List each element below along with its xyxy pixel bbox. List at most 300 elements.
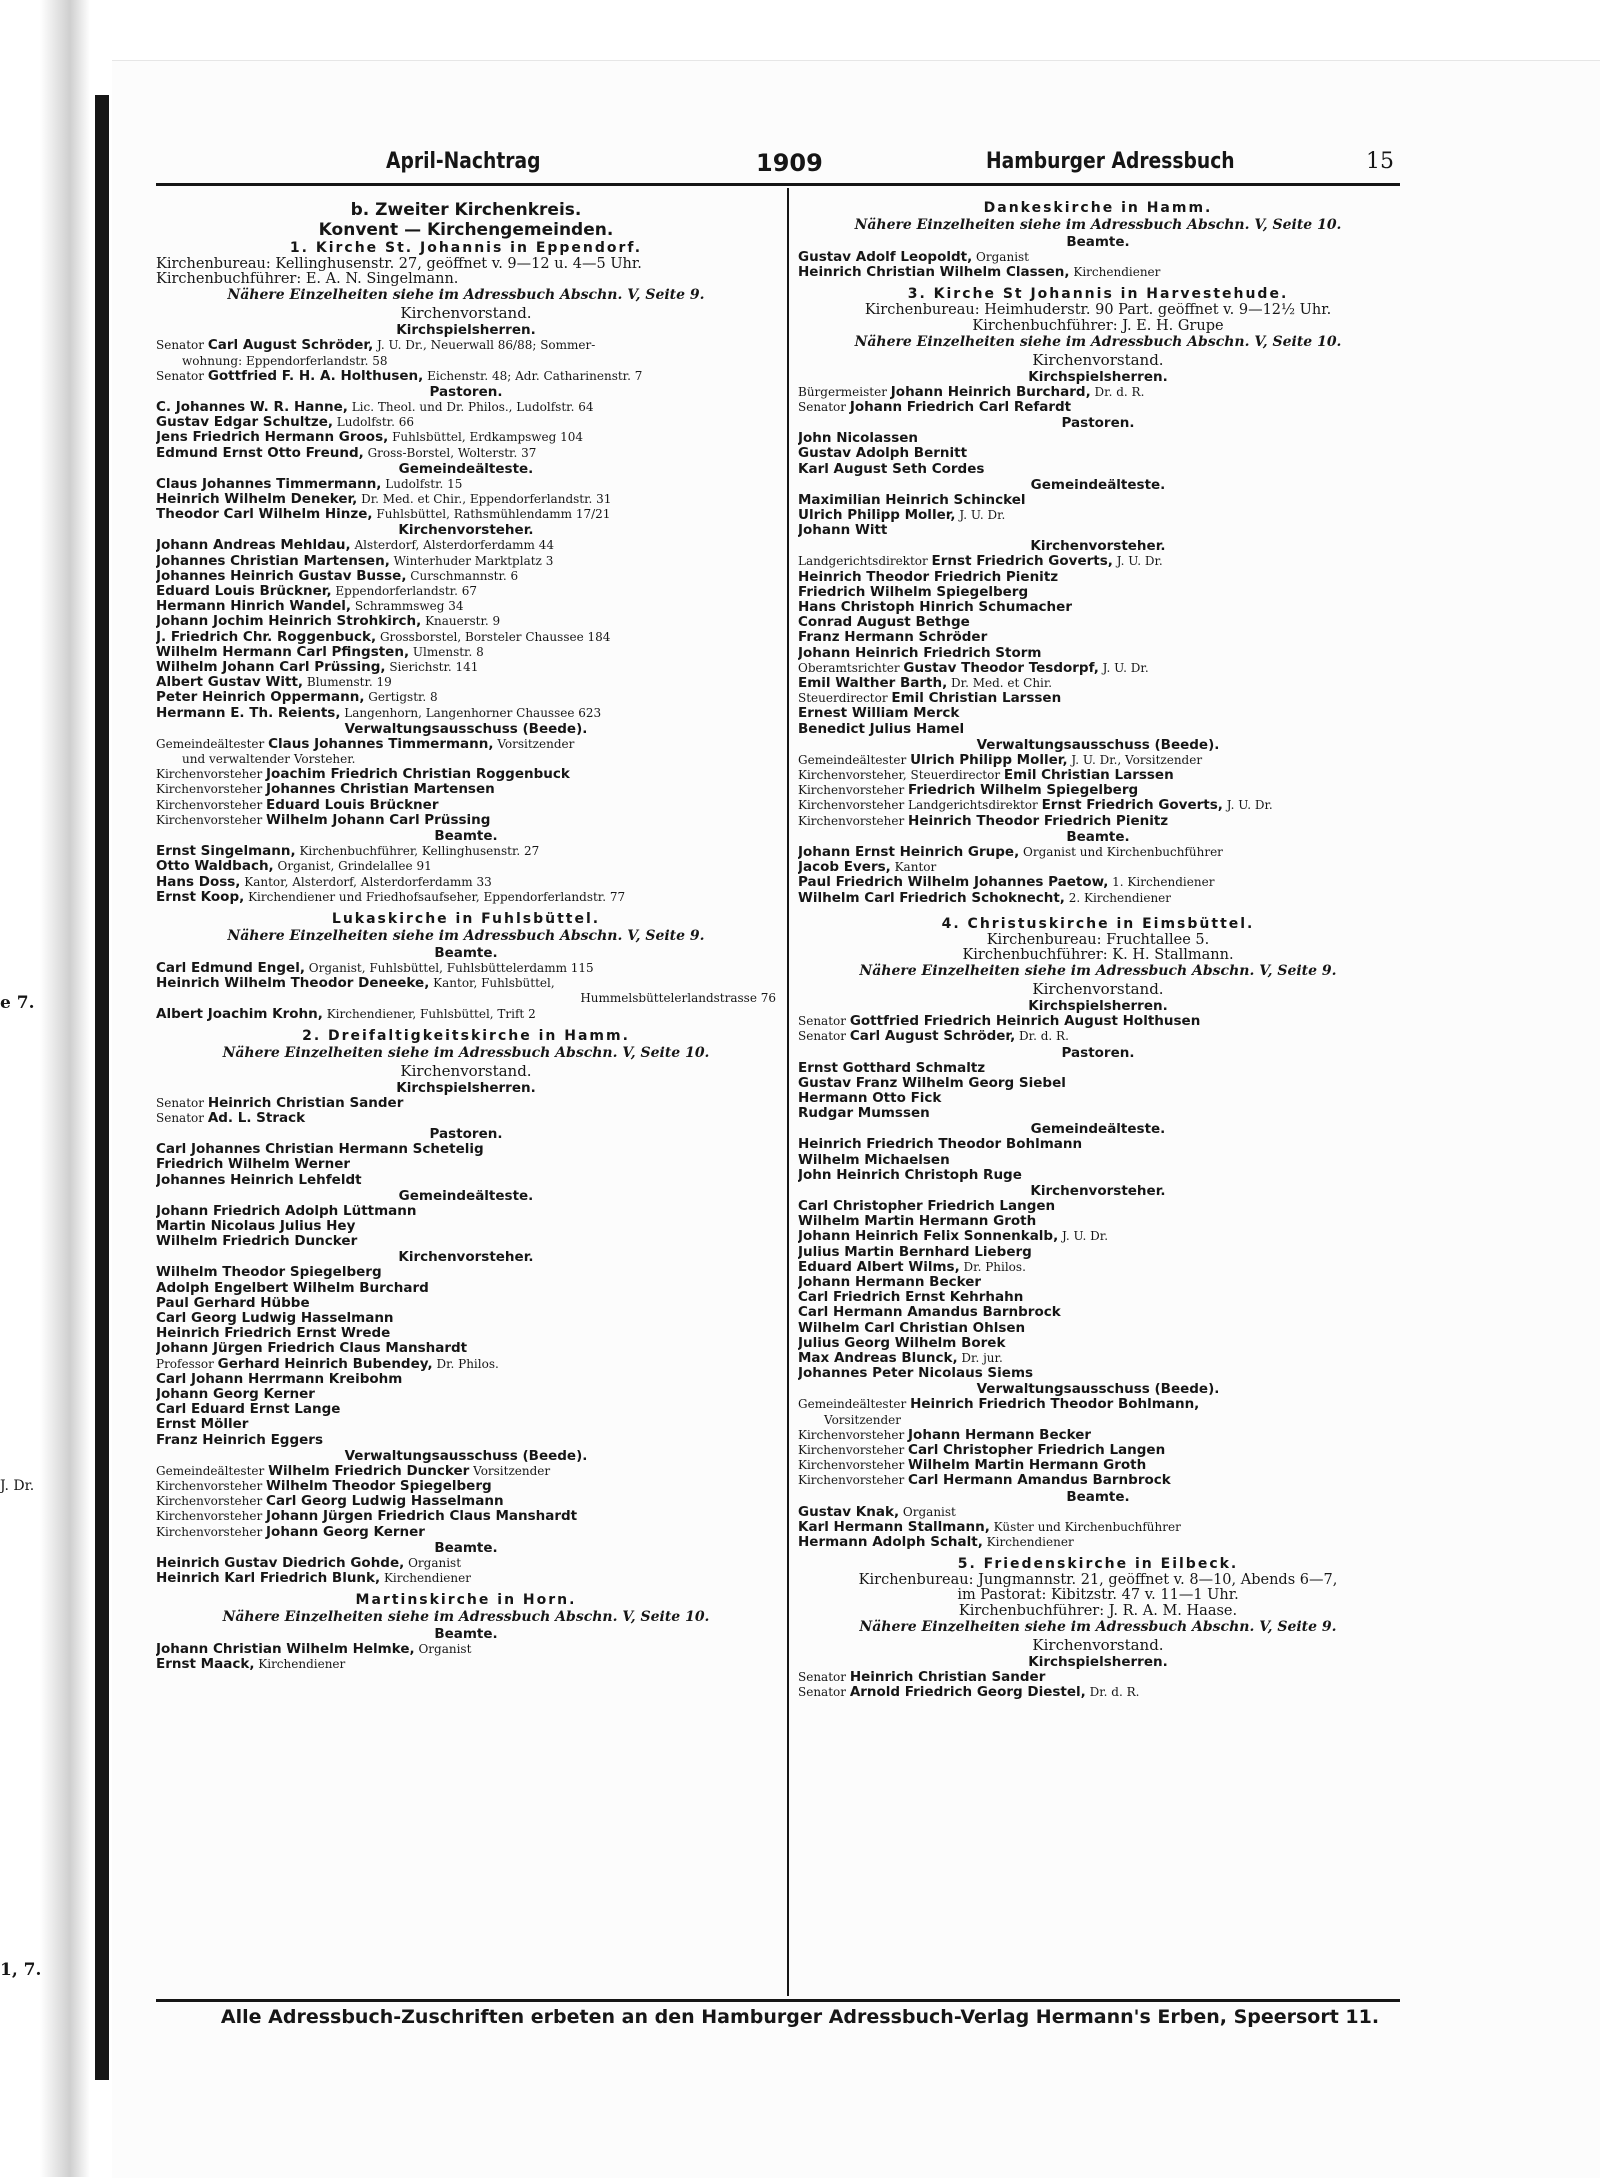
entry-detail: Dr. Med. et Chir.: [947, 676, 1053, 691]
entry-detail: Organist: [972, 250, 1030, 264]
entry-name: Wilhelm Johann Carl Prüssing: [266, 812, 491, 828]
entry-title: Gemeindeältester: [798, 1397, 911, 1412]
entry-name: J. Friedrich Chr. Roggenbuck,: [156, 629, 377, 645]
entry-detail: 1. Kirchendiener: [1108, 875, 1215, 890]
directory-entry: [156, 415, 776, 430]
entry-name: Wilhelm Martin Hermann Groth: [908, 1458, 1147, 1474]
entry-name: Wilhelm Friedrich Duncker: [156, 1234, 358, 1250]
church-heading: Martinskirche in Horn.: [355, 1592, 577, 1609]
entry-detail: Kantor: [890, 860, 937, 875]
entry-name: Otto Waldbach,: [156, 859, 274, 875]
entry-name: Johannes Heinrich Lehfeldt: [156, 1172, 362, 1188]
directory-entry: [156, 859, 776, 874]
directory-entry: [798, 1153, 1398, 1168]
directory-entry: [798, 753, 1398, 768]
entry-name: Ad. L. Strack: [207, 1110, 306, 1126]
entry-title: Senator: [798, 1014, 850, 1029]
group-heading: Pastoren.: [429, 384, 503, 401]
entry-name: Heinrich Wilhelm Deneker,: [156, 492, 358, 508]
directory-entry: [798, 1168, 1398, 1183]
entry-name: Martin Nicolaus Julius Hey: [156, 1218, 356, 1234]
directory-entry: [798, 570, 1398, 585]
entry-name: Johann Ernst Heinrich Grupe,: [798, 844, 1020, 860]
entry-name: Carl Johannes Christian Hermann Schetelig: [156, 1142, 484, 1158]
directory-entry: [798, 1014, 1398, 1029]
entry-detail: Sierichstr. 141: [385, 660, 479, 675]
entry-title: Kirchenvorsteher: [156, 797, 267, 812]
entry-name: Johann Hermann Becker: [908, 1427, 1092, 1443]
entry-detail: Kirchendiener: [254, 1657, 346, 1672]
group-heading: Kirchspielsherren.: [396, 322, 536, 339]
group-heading: Gemeindeälteste.: [398, 460, 534, 477]
entry-name: Heinrich Friedrich Ernst Wrede: [156, 1326, 391, 1342]
entry-name: Carl Christopher Friedrich Langen: [798, 1198, 1056, 1214]
entry-title: Kirchenvorsteher: [156, 1524, 267, 1539]
directory-entry: [156, 584, 776, 599]
entry-name: Johann Georg Kerner: [156, 1386, 315, 1402]
entry-name: Gustav Adolf Leopoldt,: [798, 250, 973, 265]
directory-entry: [798, 462, 1398, 477]
directory-entry: [798, 1106, 1398, 1121]
entry-title: Kirchenvorsteher: [156, 782, 267, 797]
directory-entry: [156, 961, 776, 976]
directory-entry: [156, 1464, 776, 1479]
directory-entry: [156, 1387, 776, 1402]
entry-detail: Ludolfstr. 15: [381, 476, 463, 491]
group-heading: Pastoren.: [1061, 1044, 1135, 1061]
entry-name: Johann Hermann Becker: [798, 1274, 982, 1290]
left-column: [156, 200, 776, 1673]
section-title: Konvent — Kirchengemeinden.: [318, 220, 614, 240]
directory-entry: [798, 1520, 1398, 1535]
directory-entry: [798, 891, 1398, 906]
directory-entry: [156, 1357, 776, 1372]
entry-name: Carl Johann Herrmann Kreibohm: [156, 1371, 403, 1387]
church-heading: 5. Friedenskirche in Eilbeck.: [957, 1556, 1239, 1573]
directory-entry: [156, 767, 776, 782]
directory-entry: [156, 706, 776, 721]
entry-title: Senator: [156, 1110, 208, 1125]
entry-name: Johannes Heinrich Gustav Busse,: [156, 568, 407, 584]
header-rule: [156, 183, 1400, 186]
entry-title: Kirchenvorsteher: [156, 1509, 267, 1524]
entry-name: Hermann Otto Fick: [798, 1090, 942, 1106]
reference-note: Nähere Einzelheiten siehe im Adressbuch Abschn. V, Seite 9.: [227, 927, 705, 944]
entry-name: Peter Heinrich Oppermann,: [156, 690, 365, 706]
directory-entry: [798, 875, 1398, 890]
entry-name: Johann Heinrich Friedrich Storm: [798, 645, 1042, 661]
directory-entry: [798, 1061, 1398, 1076]
entry-detail: Dr. d. R.: [1015, 1029, 1069, 1044]
entry-name: Johannes Peter Nicolaus Siems: [798, 1366, 1034, 1382]
directory-entry: [798, 265, 1398, 280]
entry-detail: Organist, Fuhlsbüttel, Fuhlsbüttelerdamm 115: [304, 960, 594, 975]
entry-detail: Kantor, Alsterdorf, Alsterdorferdamm 33: [240, 874, 492, 889]
entry-detail: Kantor, Fuhlsbüttel,: [429, 976, 555, 991]
entry-detail: Organist, Grindelallee 91: [273, 859, 432, 874]
entry-name: Emil Walther Barth,: [798, 676, 948, 692]
entry-name: Gustav Knak,: [798, 1504, 900, 1520]
entry-title: Bürgermeister: [798, 384, 891, 399]
committee-heading: Kirchenvorstand.: [1032, 1635, 1164, 1654]
directory-entry: [798, 400, 1398, 415]
entry-name: Wilhelm Theodor Spiegelberg: [266, 1478, 492, 1494]
entry-name: Eduard Louis Brückner: [266, 797, 439, 813]
directory-entry: [798, 600, 1398, 615]
group-heading: Pastoren.: [429, 1126, 503, 1143]
entry-name: Carl Eduard Ernst Lange: [156, 1402, 341, 1418]
entry-name: Maximilian Heinrich Schinckel: [798, 492, 1026, 508]
entry-name: Paul Friedrich Wilhelm Johannes Paetow,: [798, 875, 1109, 891]
entry-name: Ernst Maack,: [156, 1657, 255, 1673]
directory-entry: [798, 431, 1398, 446]
directory-entry: [156, 1509, 776, 1524]
left-page-fragment: e 7.: [0, 993, 35, 1013]
entry-name: Wilhelm Theodor Spiegelberg: [156, 1265, 382, 1281]
entry-detail: Dr. Philos.: [432, 1356, 499, 1371]
entry-name: Carl Georg Ludwig Hasselmann: [266, 1494, 504, 1510]
directory-entry: [156, 492, 776, 507]
directory-entry: [156, 1556, 776, 1571]
directory-entry: [156, 1571, 776, 1586]
entry-detail: Gertigstr. 8: [364, 690, 438, 705]
directory-entry: [798, 860, 1398, 875]
directory-entry: [156, 890, 776, 905]
entry-name: Gottfried Friedrich Heinrich August Holthusen: [849, 1014, 1201, 1030]
info-line: Kirchenbuchführer: J. R. A. M. Haase.: [958, 1603, 1238, 1619]
directory-entry: [798, 1473, 1398, 1488]
entry-name: Ulrich Philipp Moller,: [798, 508, 956, 524]
group-heading: Kirchspielsherren.: [1028, 368, 1168, 385]
entry-name: Johann Friedrich Carl Refardt: [849, 400, 1072, 416]
church-heading: Dankeskirche in Hamm.: [983, 200, 1213, 216]
entry-name: Carl Christopher Friedrich Langen: [908, 1442, 1166, 1458]
entry-detail: Dr. jur.: [957, 1350, 1003, 1365]
group-heading: Verwaltungsausschuss (Beede).: [344, 1447, 588, 1464]
church-heading: 4. Christuskirche in Eimsbüttel.: [941, 915, 1255, 932]
info-line: Kirchenbuchführer: K. H. Stallmann.: [962, 947, 1234, 963]
entry-name: Carl Edmund Engel,: [156, 960, 305, 976]
entry-title: Kirchenvorsteher: [156, 767, 267, 782]
entry-detail: Lic. Theol. und Dr. Philos., Ludolfstr. 64: [347, 400, 594, 415]
entry-detail: J. U. Dr., Neuerwall 86/88; Sommer-: [373, 338, 596, 353]
church-heading: Lukaskirche in Fuhlsbüttel.: [331, 910, 601, 927]
entry-name: Johann Friedrich Adolph Lüttmann: [156, 1203, 417, 1219]
entry-detail: Blumenstr. 19: [303, 675, 392, 690]
entry-name: Ernst Friedrich Goverts,: [931, 554, 1113, 570]
directory-entry: [156, 1326, 776, 1341]
header-year: 1909: [756, 149, 823, 177]
entry-name: Johann Heinrich Felix Sonnenkalb,: [798, 1229, 1059, 1245]
entry-title: Kirchenvorsteher: [798, 783, 909, 798]
entry-name: Wilhelm Carl Friedrich Schoknecht,: [798, 890, 1065, 906]
group-heading: Beamte.: [434, 828, 498, 845]
entry-title: Gemeindeältester: [798, 752, 911, 767]
group-heading: Beamte.: [434, 1626, 498, 1643]
entry-name: Ernst Koop,: [156, 889, 245, 905]
entry-name: Ernst Möller: [156, 1417, 249, 1433]
directory-entry: [798, 1275, 1398, 1290]
group-heading: Kirchspielsherren.: [396, 1079, 536, 1096]
entry-detail: Kirchendiener: [982, 1535, 1074, 1549]
directory-entry: [156, 446, 776, 461]
directory-entry: [156, 875, 776, 890]
entry-title: Gemeindeältester: [156, 1463, 269, 1478]
directory-entry: [798, 814, 1398, 829]
entry-detail: Organist: [414, 1642, 472, 1657]
entry-name: Gustav Franz Wilhelm Georg Siebel: [798, 1075, 1066, 1091]
directory-entry: [156, 1296, 776, 1311]
directory-entry: [156, 1494, 776, 1509]
directory-entry: [798, 661, 1398, 676]
reference-note: Nähere Einzelheiten siehe im Adressbuch Abschn. V, Seite 10.: [854, 333, 1342, 350]
entry-title: Senator: [798, 1669, 850, 1684]
entry-name: Friedrich Wilhelm Spiegelberg: [908, 783, 1139, 799]
directory-entry: [798, 554, 1398, 569]
entry-name: Conrad August Bethge: [798, 615, 970, 631]
continuation-line: wohnung: Eppendorferlandstr. 58: [182, 353, 388, 368]
directory-entry: [156, 660, 776, 675]
directory-entry: [156, 1479, 776, 1494]
entry-name: Johann Jürgen Friedrich Claus Manshardt: [266, 1509, 578, 1525]
directory-entry: [798, 523, 1398, 538]
info-line: Kirchenbureau: Heimhuderstr. 90 Part. geöffnet v. 9—12½ Uhr.: [864, 303, 1332, 319]
entry-detail: Knauerstr. 9: [421, 614, 501, 629]
entry-name: Eduard Louis Brückner,: [156, 584, 332, 600]
entry-name: Heinrich Wilhelm Theodor Deneeke,: [156, 976, 430, 992]
entry-detail: Winterhuder Marktplatz 3: [389, 553, 554, 568]
continuation-line: Vorsitzender: [824, 1412, 902, 1427]
directory-entry: [798, 1305, 1398, 1320]
directory-entry: [156, 1204, 776, 1219]
directory-entry: [156, 599, 776, 614]
directory-entry: [156, 1341, 776, 1356]
entry-name: Joachim Friedrich Christian Roggenbuck: [266, 767, 570, 783]
spacer: [798, 906, 1398, 916]
directory-entry: [156, 1417, 776, 1432]
entry-name: Heinrich Christian Sander: [207, 1095, 404, 1111]
entry-name: John Heinrich Christoph Ruge: [798, 1167, 1022, 1183]
directory-entry: [798, 691, 1398, 706]
entry-name: Franz Heinrich Eggers: [156, 1432, 323, 1448]
entry-name: Wilhelm Hermann Carl Pfingsten,: [156, 644, 410, 660]
entry-name: Franz Hermann Schröder: [798, 630, 988, 646]
entry-name: Albert Gustav Witt,: [156, 675, 304, 691]
entry-name: Hermann E. Th. Reients,: [156, 705, 341, 721]
entry-name: Max Andreas Blunck,: [798, 1350, 958, 1366]
entry-name: Hans Christoph Hinrich Schumacher: [798, 600, 1072, 616]
entry-name: Heinrich Christian Wilhelm Classen,: [798, 265, 1070, 281]
directory-entry: [156, 400, 776, 415]
entry-detail: J. U. Dr., Vorsitzender: [1067, 752, 1203, 767]
directory-entry: [156, 569, 776, 584]
entry-name: Julius Georg Wilhelm Borek: [798, 1335, 1006, 1351]
group-heading: Kirchenvorsteher.: [398, 1249, 534, 1266]
directory-entry: [156, 798, 776, 813]
committee-heading: Kirchenvorstand.: [400, 304, 532, 323]
entry-title: Senator: [156, 1095, 208, 1110]
entry-name: C. Johannes W. R. Hanne,: [156, 400, 348, 416]
entry-detail: Kirchendiener und Friedhofsaufseher, Eppendorferlandstr. 77: [244, 889, 626, 904]
reference-note: Nähere Einzelheiten siehe im Adressbuch Abschn. V, Seite 10.: [854, 217, 1342, 233]
entry-detail: Kirchendiener: [380, 1571, 471, 1585]
entry-title: Professor: [156, 1356, 218, 1371]
directory-entry: [156, 1433, 776, 1448]
entry-detail: Dr. Med. et Chir., Eppendorferlandstr. 31: [357, 492, 612, 507]
entry-name: Julius Martin Bernhard Lieberg: [798, 1244, 1032, 1260]
entry-name: Ernst Friedrich Goverts,: [1041, 798, 1223, 814]
entry-title: Landgerichtsdirektor: [798, 554, 932, 569]
entry-detail: Schrammsweg 34: [351, 599, 464, 614]
left-page-fragment: 1, 7.: [0, 1960, 42, 1980]
group-heading: Gemeindeälteste.: [398, 1187, 534, 1204]
directory-entry: [156, 645, 776, 660]
directory-entry: [798, 1458, 1398, 1473]
entry-detail: Dr. d. R.: [1090, 384, 1145, 399]
entry-name: Ernst Gotthard Schmaltz: [798, 1060, 986, 1076]
entry-name: Carl August Schröder,: [849, 1029, 1016, 1045]
directory-entry: [798, 1535, 1398, 1550]
directory-entry: [156, 1096, 776, 1111]
info-line: Kirchenbuchführer: J. E. H. Grupe: [972, 318, 1224, 334]
directory-entry: [156, 369, 776, 384]
entry-name: Ernst Singelmann,: [156, 844, 296, 860]
church-heading: 1. Kirche St. Johannis in Eppendorf.: [289, 240, 643, 256]
directory-entry: [798, 1505, 1398, 1520]
entry-detail: Ludolfstr. 66: [332, 415, 414, 430]
entry-detail: Kirchendiener: [1069, 265, 1161, 280]
entry-name: Wilhelm Michaelsen: [798, 1152, 950, 1168]
committee-heading: Kirchenvorstand.: [400, 1061, 532, 1080]
entry-name: Johann Andreas Mehldau,: [156, 538, 351, 554]
entry-name: Heinrich Friedrich Theodor Bohlmann: [798, 1137, 1083, 1153]
directory-entry: [798, 493, 1398, 508]
directory-entry: [798, 615, 1398, 630]
directory-entry: [156, 1173, 776, 1188]
continuation-line: Hummelsbüttelerlandstrasse 76: [580, 991, 776, 1006]
entry-detail: J. U. Dr.: [1058, 1229, 1109, 1244]
entry-name: Benedict Julius Hamel: [798, 721, 965, 737]
entry-title: Kirchenvorsteher: [798, 1473, 909, 1488]
directory-entry: [798, 1366, 1398, 1381]
page-header: [156, 145, 1400, 181]
directory-entry: [156, 1372, 776, 1387]
directory-entry: [798, 706, 1398, 721]
entry-title: Senator: [156, 368, 208, 383]
entry-name: Wilhelm Johann Carl Prüssing,: [156, 660, 386, 676]
group-heading: Verwaltungsausschuss (Beede).: [344, 720, 588, 737]
entry-title: Senator: [156, 338, 208, 353]
directory-entry: [156, 844, 776, 859]
group-heading: Beamte.: [434, 1539, 498, 1556]
entry-detail: Curschmannstr. 6: [406, 568, 519, 583]
church-heading: 2. Dreifaltigkeitskirche in Hamm.: [302, 1027, 630, 1044]
directory-entry: [798, 783, 1398, 798]
entry-name: Adolph Engelbert Wilhelm Burchard: [156, 1280, 429, 1296]
directory-entry: [156, 1311, 776, 1326]
entry-name: Arnold Friedrich Georg Diestel,: [849, 1685, 1086, 1701]
group-heading: Kirchenvorsteher.: [398, 522, 534, 539]
entry-name: Johann Jürgen Friedrich Claus Manshardt: [156, 1341, 468, 1357]
entry-name: Johann Georg Kerner: [266, 1524, 425, 1540]
entry-title: Kirchenvorsteher: [798, 1442, 909, 1457]
entry-name: Wilhelm Friedrich Duncker: [268, 1463, 470, 1479]
entry-name: Wilhelm Martin Hermann Groth: [798, 1214, 1037, 1230]
entry-name: Ulrich Philipp Moller,: [910, 752, 1068, 768]
entry-name: Eduard Albert Wilms,: [798, 1259, 960, 1275]
section-title: b. Zweiter Kirchenkreis.: [350, 200, 582, 220]
entry-detail: Organist: [404, 1555, 462, 1570]
entry-name: Jacob Evers,: [798, 860, 891, 876]
directory-entry: [798, 1091, 1398, 1106]
directory-entry: [798, 1670, 1398, 1685]
entry-detail: Kirchendiener, Fuhlsbüttel, Trift 2: [322, 1006, 536, 1021]
directory-entry: [156, 1157, 776, 1172]
directory-entry: [798, 768, 1398, 783]
entry-detail: Küster und Kirchenbuchführer: [989, 1519, 1181, 1534]
directory-entry: [156, 1265, 776, 1280]
entry-detail: Eichenstr. 48; Adr. Catharinenstr. 7: [423, 368, 643, 383]
entry-name: Carl Georg Ludwig Hasselmann: [156, 1310, 394, 1326]
entry-detail: Vorsitzender: [469, 1463, 551, 1478]
directory-entry: [156, 430, 776, 445]
directory-entry: [798, 1137, 1398, 1152]
directory-entry: [156, 507, 776, 522]
entry-name: Karl Hermann Stallmann,: [798, 1519, 990, 1535]
entry-name: Gustav Edgar Schultze,: [156, 415, 333, 431]
directory-entry: [156, 737, 776, 752]
directory-entry: [798, 385, 1398, 400]
entry-name: Ernest William Merck: [798, 706, 960, 722]
entry-title: Kirchenvorsteher: [798, 1458, 909, 1473]
directory-entry: [798, 1336, 1398, 1351]
entry-title: Kirchenvorsteher: [156, 812, 267, 827]
entry-name: Theodor Carl Wilhelm Hinze,: [156, 507, 373, 523]
entry-name: Paul Gerhard Hübbe: [156, 1295, 310, 1311]
directory-entry: [156, 1234, 776, 1249]
entry-name: Claus Johannes Timmermann,: [268, 736, 494, 752]
entry-name: Heinrich Christian Sander: [849, 1669, 1046, 1685]
entry-detail: Kirchenbuchführer, Kellinghusenstr. 27: [295, 844, 540, 859]
directory-entry: [156, 338, 776, 353]
directory-entry: [156, 1219, 776, 1234]
entry-name: Hermann Adolph Schalt,: [798, 1535, 983, 1550]
entry-name: Claus Johannes Timmermann,: [156, 476, 382, 492]
directory-entry: [798, 1199, 1398, 1214]
header-title: Hamburger Adressbuch: [986, 149, 1235, 174]
entry-name: Gustav Theodor Tesdorpf,: [903, 660, 1099, 676]
scan-edge-shadow: [0, 0, 90, 2177]
entry-name: Karl August Seth Cordes: [798, 461, 985, 477]
group-heading: Beamte.: [434, 944, 498, 961]
directory-entry: [156, 630, 776, 645]
entry-detail: Vorsitzender: [493, 736, 575, 751]
directory-entry: [156, 477, 776, 492]
group-heading: Pastoren.: [1061, 415, 1135, 432]
group-heading: Beamte.: [1066, 1488, 1130, 1505]
entry-name: Hermann Hinrich Wandel,: [156, 599, 352, 615]
entry-detail: Fuhlsbüttel, Erdkampsweg 104: [388, 430, 584, 445]
entry-name: Johann Christian Wilhelm Helmke,: [156, 1642, 415, 1658]
entry-detail: 2. Kirchendiener: [1064, 890, 1172, 905]
group-heading: Verwaltungsausschuss (Beede).: [976, 736, 1220, 753]
info-line: Kirchenbureau: Kellinghusenstr. 27, geöffnet v. 9—12 u. 4—5 Uhr.: [156, 257, 642, 272]
page-number: 15: [1366, 149, 1394, 174]
directory-entry: [798, 1229, 1398, 1244]
directory-entry: [156, 538, 776, 553]
entry-detail: J. U. Dr.: [1112, 554, 1163, 569]
entry-name: Heinrich Friedrich Theodor Bohlmann,: [910, 1397, 1200, 1413]
